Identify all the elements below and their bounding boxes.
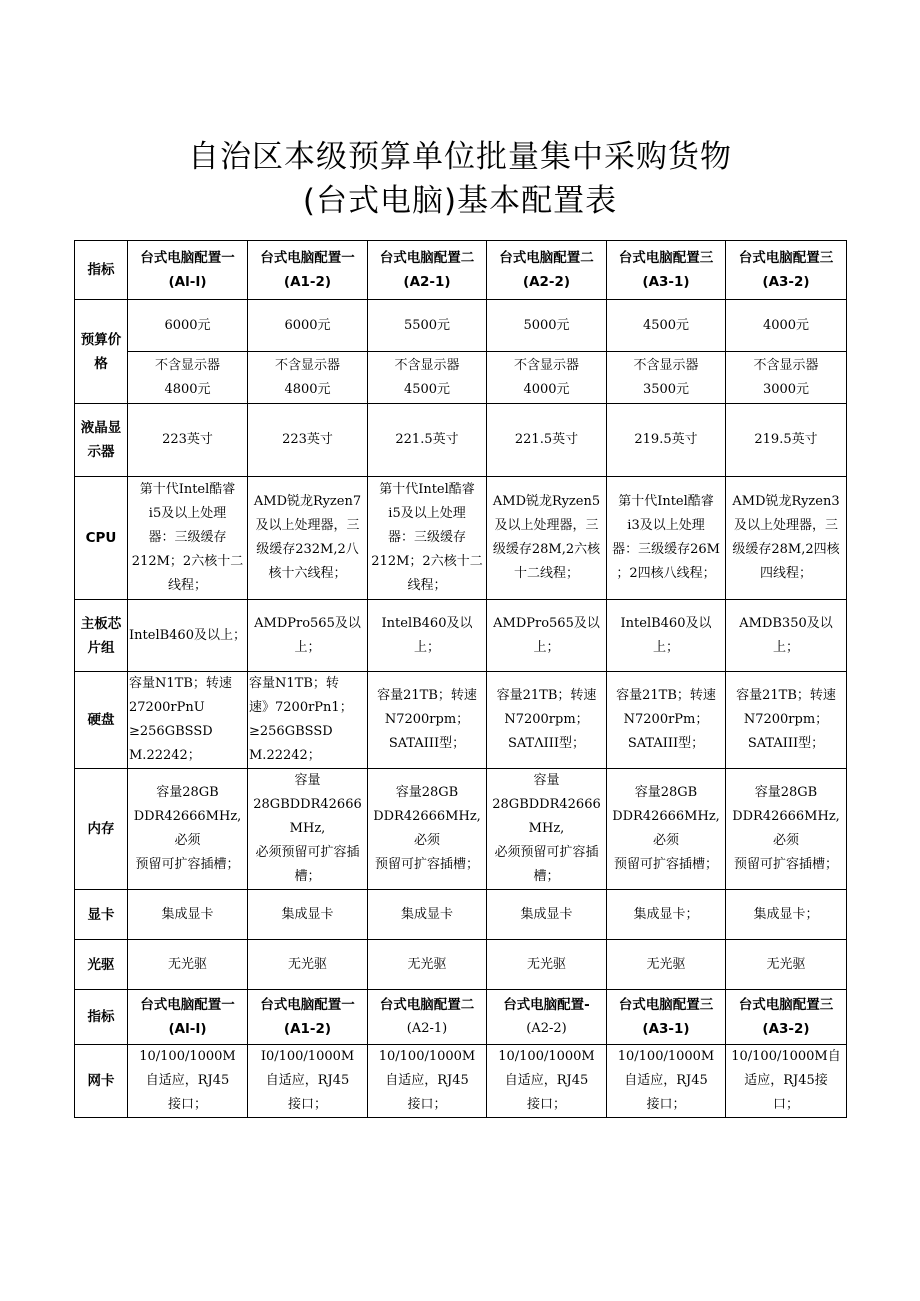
cell-line: 上； [772, 639, 799, 655]
lcd-row [75, 404, 847, 477]
cell-line: 容量28GB [156, 785, 219, 800]
column-header [726, 990, 847, 1045]
cell-line: 及以上处理器，三 [733, 518, 838, 533]
cell-line: 口； [772, 1097, 799, 1112]
config-name: 台式电脑配置三 [618, 250, 714, 266]
config-code: (A2-1) [403, 274, 451, 290]
cell-line: 器：三级缓存 [148, 530, 227, 545]
cell-line: AMD锐龙Ryzen3 [732, 494, 840, 509]
document-title-line-1: 自治区本级预算单位批量集中采购货物 [188, 139, 732, 175]
cell-line: 器：三级缓存26M [612, 542, 720, 557]
cell-line: 自适应，RJ45 [265, 1073, 350, 1088]
row-label: 光驱 [75, 940, 128, 990]
cpu-row [75, 477, 847, 600]
column-header [487, 241, 607, 300]
cell-line: DDR42666MHz,必须 [732, 809, 840, 848]
cell-line: 十二线程； [513, 566, 579, 581]
value-cell: 221.5英寸 [487, 404, 607, 477]
value-cell: 221.5英寸 [368, 404, 487, 477]
value-cell [248, 672, 368, 769]
disk-row [75, 672, 847, 769]
cell-line: 不含显示器 [274, 357, 340, 373]
value-cell [368, 600, 487, 672]
row-label: 预算价格 [75, 300, 128, 404]
cell-line: 自适应，RJ45 [145, 1073, 230, 1088]
cell-line: 3000元 [762, 381, 810, 397]
cell-line: 接口； [287, 1097, 327, 1112]
value-cell [726, 477, 847, 600]
optical-row [75, 940, 847, 990]
cell-line: 接口； [407, 1097, 447, 1112]
row-label: CPU [75, 477, 128, 600]
cell-line: SATAIII型； [388, 736, 466, 751]
cell-line: 预留可扩容插槽； [613, 857, 718, 872]
cell-line: AMD锐龙Ryzen5 [492, 494, 601, 509]
cell-line: 10/100/1000M自 [731, 1049, 841, 1064]
cell-line: 212M；2六核十二 [371, 554, 483, 569]
cell-line: DDR42666MHz,必须 [373, 809, 481, 848]
value-cell: 无光驱 [487, 940, 607, 990]
value-cell [487, 769, 607, 890]
cell-line: 第十代Intel酷睿 [618, 494, 714, 509]
config-table [74, 240, 847, 1118]
cell-line: 4500元 [403, 381, 451, 397]
header-row [75, 990, 847, 1045]
cell-line: 容量 [533, 773, 560, 788]
value-cell [128, 672, 248, 769]
document-title-line-2: (台式电脑)基本配置表 [302, 183, 618, 219]
value-cell [128, 1045, 248, 1118]
cell-line: 器：三级缓存 [387, 530, 466, 545]
value-cell: 集成显卡 [368, 890, 487, 940]
config-code: (A2-2) [526, 1021, 567, 1036]
cell-line: ；2四核八线程； [616, 566, 716, 581]
value-cell [248, 769, 368, 890]
cell-line: 速》7200rPn1； [249, 700, 353, 715]
value-cell [368, 672, 487, 769]
cell-line: 容量21TB；转速 [736, 688, 836, 703]
cell-line: i3及以上处理 [627, 518, 705, 533]
column-header [726, 241, 847, 300]
config-name: 台式电脑配置二 [499, 250, 594, 266]
value-cell: 无光驱 [248, 940, 368, 990]
row-label: 内存 [75, 769, 128, 890]
value-cell [726, 672, 847, 769]
cell-line: SATΛIII型； [507, 736, 586, 751]
header-row [75, 241, 847, 300]
row-label: 硬盘 [75, 672, 128, 769]
cell-line: 容量28GB [395, 785, 459, 800]
cell-line: 10/100/1000M [139, 1049, 236, 1064]
value-cell [368, 769, 487, 890]
cell-line: 不含显示器 [633, 357, 699, 373]
cell-line: 4800元 [284, 381, 331, 397]
price-cell: 5000元 [487, 300, 607, 352]
nic-row [75, 1045, 847, 1118]
price-cell: 6000元 [248, 300, 368, 352]
cell-line: 槽； [294, 869, 321, 884]
config-code: (A3-1) [642, 1021, 690, 1037]
cell-line: M.22242； [129, 748, 201, 763]
config-name: 台式电脑配置- [503, 997, 590, 1013]
cell-line: 4800元 [164, 381, 211, 397]
price-cell: 4500元 [607, 300, 726, 352]
value-cell [726, 1045, 847, 1118]
cell-line: N7200rpm； [384, 712, 470, 727]
value-cell [128, 769, 248, 890]
cell-line: SATAIII型； [747, 736, 825, 751]
cell-line: 第十代Intel酷睿 [139, 482, 236, 497]
column-header [368, 990, 487, 1045]
row-label: 指标 [75, 241, 128, 300]
value-cell: 无光驱 [607, 940, 726, 990]
row-label: 指标 [75, 990, 128, 1045]
cell-line: ≥256GBSSD [129, 724, 213, 739]
memory-row [75, 769, 847, 890]
config-name: 台式电脑配置二 [379, 997, 475, 1013]
cell-line: 上； [294, 639, 321, 655]
cell-line: 上； [533, 639, 560, 655]
cell-line: 容量21TB；转速 [616, 688, 716, 703]
cell-line: 容量N1TB；转 [249, 676, 339, 691]
cell-line: 接口； [646, 1097, 686, 1112]
cell-line: 容量28GB [754, 785, 818, 800]
value-cell [128, 600, 248, 672]
cell-line: SATAIII型； [627, 736, 705, 751]
value-cell [726, 600, 847, 672]
value-cell: 无光驱 [128, 940, 248, 990]
cell-line: 级缓存28M,2四核 [732, 542, 840, 557]
column-header [248, 241, 368, 300]
cell-line: 上； [413, 639, 440, 655]
cell-line: ≥256GBSSD [249, 724, 333, 739]
value-cell [607, 769, 726, 890]
cell-line: i5及以上处理 [148, 506, 227, 521]
cell-line: 不含显示器 [154, 357, 220, 373]
config-name: 台式电脑配置三 [738, 250, 834, 266]
value-cell: 集成显卡； [726, 890, 847, 940]
value-cell [607, 672, 726, 769]
cell-line: 27200rPnU [129, 700, 205, 715]
value-cell [487, 1045, 607, 1118]
config-name: 台式电脑配置三 [618, 997, 714, 1013]
cell-line: 10/100/1000M [378, 1049, 476, 1064]
value-cell [607, 1045, 726, 1118]
cell-line: 容量21TB；转速 [377, 688, 477, 703]
config-name: 台式电脑配置一 [260, 250, 355, 266]
chipset-row [75, 600, 847, 672]
value-cell [487, 600, 607, 672]
config-name: 台式电脑配置二 [379, 250, 475, 266]
value-cell [248, 1045, 368, 1118]
cell-line: 第十代Intel酷睿 [379, 482, 475, 497]
cell-line: AMDPro565及以 [493, 615, 600, 631]
cell-line: 28GBDDR42666MHz, [492, 797, 601, 836]
cell-line: 线程； [407, 578, 447, 593]
cell-line: N7200rPm； [623, 712, 709, 727]
cell-line: DDR42666MHz,必须 [133, 809, 242, 848]
cell-line: 线程； [167, 578, 207, 593]
value-cell [726, 769, 847, 890]
budget-no-monitor-row [75, 352, 847, 404]
cell-line: N7200rpm； [743, 712, 829, 727]
cell-line: 容量28GB [634, 785, 698, 800]
cell-line: 预留可扩容插槽； [374, 857, 479, 872]
row-label: 液晶显示器 [75, 404, 128, 477]
cell-line: 4000元 [523, 381, 570, 397]
no-monitor-price-cell [487, 352, 607, 404]
config-code: (Al-I) [168, 1021, 207, 1037]
config-code: (A1-2) [283, 274, 332, 290]
cell-line: 必须预留可扩容插 [255, 845, 360, 860]
config-name: 台式电脑配置一 [140, 250, 235, 266]
value-cell [607, 600, 726, 672]
no-monitor-price-cell [607, 352, 726, 404]
cell-line: 必须预留可扩容插 [494, 845, 599, 860]
value-cell: 集成显卡 [487, 890, 607, 940]
value-cell: 集成显卡； [607, 890, 726, 940]
config-name: 台式电脑配置一 [260, 997, 355, 1013]
cell-line: 容量21TB；转速 [496, 688, 597, 703]
value-cell [368, 1045, 487, 1118]
cell-line: 自适应，RJ45 [504, 1073, 589, 1088]
column-header [128, 990, 248, 1045]
config-code: (A2-1) [406, 1021, 448, 1036]
column-header [607, 241, 726, 300]
column-header [248, 990, 368, 1045]
cell-line: 自适应，RJ45 [385, 1073, 469, 1088]
cell-line: i5及以上处理 [388, 506, 466, 521]
config-code: (A1-2) [283, 1021, 332, 1037]
value-cell: 223英寸 [128, 404, 248, 477]
config-code: (A3-1) [642, 274, 690, 290]
column-header [368, 241, 487, 300]
row-label: 网卡 [75, 1045, 128, 1118]
row-label: 显卡 [75, 890, 128, 940]
cell-line: 及以上处理器，三 [255, 518, 360, 533]
cell-line: AMD锐龙Ryzen7 [253, 494, 362, 509]
no-monitor-price-cell [248, 352, 368, 404]
value-cell [248, 477, 368, 600]
column-header [128, 241, 248, 300]
cell-line: 接口； [167, 1097, 207, 1112]
gpu-row [75, 890, 847, 940]
value-cell [607, 477, 726, 600]
cell-line: 容量N1TB；转速 [129, 676, 232, 691]
value-cell: 223英寸 [248, 404, 368, 477]
price-cell: 6000元 [128, 300, 248, 352]
cell-line: 容量 [294, 773, 321, 788]
cell-line: IntelB460及以上； [620, 615, 712, 655]
cell-line: 适应，RJ45接 [744, 1073, 828, 1088]
cell-line: 级缓存28M,2六核 [492, 542, 601, 557]
value-cell: 集成显卡 [248, 890, 368, 940]
value-cell [368, 477, 487, 600]
cell-line: 10/100/1000M [498, 1049, 595, 1064]
no-monitor-price-cell [368, 352, 487, 404]
cell-line: 3500元 [642, 381, 690, 397]
no-monitor-price-cell [726, 352, 847, 404]
cell-line: I0/100/1000M [260, 1049, 355, 1064]
value-cell: 无光驱 [726, 940, 847, 990]
value-cell [128, 477, 248, 600]
budget-price-row [75, 300, 847, 352]
value-cell [487, 672, 607, 769]
cell-line: 不含显示器 [394, 357, 460, 373]
cell-line: 212M；2六核十二 [131, 554, 244, 569]
config-code: (A2-2) [522, 274, 571, 290]
column-header [607, 990, 726, 1045]
cell-line: AMDPro565及以 [254, 615, 361, 631]
cell-line: N7200rpm； [504, 712, 589, 727]
config-name: 台式电脑配置一 [140, 997, 235, 1013]
config-code: (Al-I) [168, 274, 207, 290]
row-label: 主板芯片组 [75, 600, 128, 672]
value-cell: 集成显卡 [128, 890, 248, 940]
cell-line: AMDB350及以 [739, 615, 833, 631]
value-cell: 219.5英寸 [726, 404, 847, 477]
cell-line: 槽； [533, 869, 560, 884]
cell-line: 接口； [526, 1097, 566, 1112]
config-name: 台式电脑配置三 [738, 997, 834, 1013]
price-cell: 5500元 [368, 300, 487, 352]
value-cell: 219.5英寸 [607, 404, 726, 477]
cell-line: 预留可扩容插槽； [733, 857, 838, 872]
cell-line: 不含显示器 [513, 357, 579, 373]
config-code: (A3-2) [762, 274, 810, 290]
cell-line: 预留可扩容插槽； [135, 857, 240, 872]
price-cell: 4000元 [726, 300, 847, 352]
cell-line: 核十六线程； [268, 566, 347, 581]
column-header [487, 990, 607, 1045]
cell-line: M.22242； [249, 748, 321, 763]
cell-line: 四线程； [759, 566, 812, 581]
cell-line: IntelB460及以上； [129, 627, 246, 643]
value-cell [248, 600, 368, 672]
cell-line: 28GBDDR42666MHz, [253, 797, 362, 836]
value-cell: 无光驱 [368, 940, 487, 990]
config-code: (A3-2) [762, 1021, 810, 1037]
cell-line: DDR42666MHz,必须 [612, 809, 720, 848]
no-monitor-price-cell [128, 352, 248, 404]
cell-line: 10/100/1000M [617, 1049, 715, 1064]
value-cell [487, 477, 607, 600]
cell-line: 不含显示器 [753, 357, 819, 373]
cell-line: IntelB460及以 [381, 615, 473, 631]
cell-line: 级缓存232M,2八 [256, 542, 359, 557]
cell-line: 自适应，RJ45 [624, 1073, 708, 1088]
cell-line: 及以上处理器，三 [494, 518, 599, 533]
